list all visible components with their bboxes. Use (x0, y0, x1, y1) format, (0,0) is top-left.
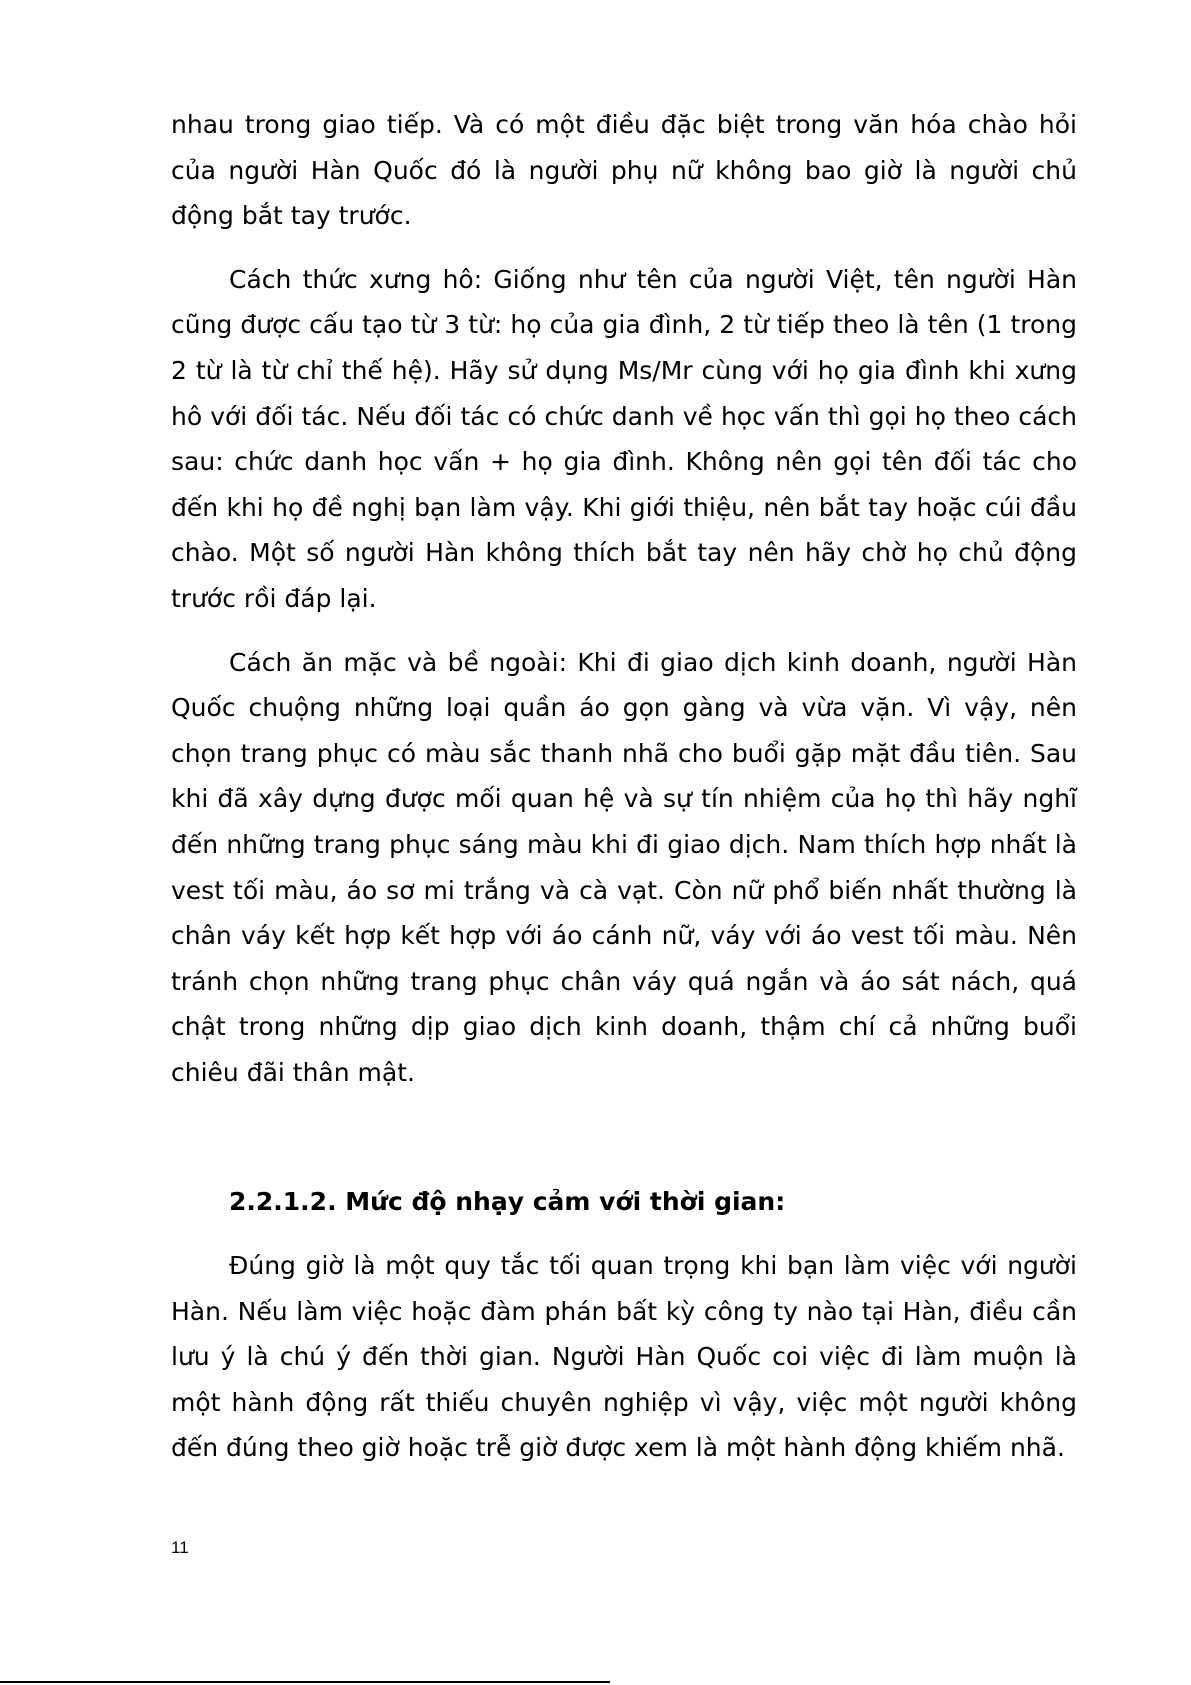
section-heading: 2.2.1.2. Mức độ nhạy cảm với thời gian: (229, 1187, 786, 1217)
page-number: 11 (171, 1538, 189, 1557)
paragraph-addressing: Cách thức xưng hô: Giống như tên của người Việt, tên người Hàn cũng được cấu tạo từ 3 từ: họ của gia đình, 2 từ tiếp theo là tên (1 trong 2 từ là từ chỉ thế hệ). Hãy sử dụng Ms/Mr cùng với họ gia đình khi xưng hô với đối tác. Nếu đối tác có chức danh về học vấn thì gọi họ theo cách sau: chức danh học vấn + họ gia đình. Không nên gọi tên đối tác cho đến khi họ đề nghị bạn làm vậy. Khi giới thiệu, nên bắt tay hoặc cúi đầu chào. Một số người Hàn không thích bắt tay nên hãy chờ họ chủ động trước rồi đáp lại. (171, 264, 1077, 613)
paragraph-time-sensitivity: Đúng giờ là một quy tắc tối quan trọng khi bạn làm việc với người Hàn. Nếu làm việc hoặc đàm phán bất kỳ công ty nào tại Hàn, điều cần lưu ý là chú ý đến thời gian. Người Hàn Quốc coi việc đi làm muộn là một hành động rất thiếu chuyên nghiệp vì vậy, việc một người không đến đúng theo giờ hoặc trễ giờ được xem là một hành động khiếm nhã. (171, 1251, 1077, 1463)
page-body (171, 102, 1077, 1471)
footer-divider (0, 1681, 610, 1683)
paragraph-dress: Cách ăn mặc và bề ngoài: Khi đi giao dịch kinh doanh, người Hàn Quốc chuộng những loại quần áo gọn gàng và vừa vặn. Vì vậy, nên chọn trang phục có màu sắc thanh nhã cho buổi gặp mặt đầu tiên. Sau khi đã xây dựng được mối quan hệ và sự tín nhiệm của họ thì hãy nghĩ đến những trang phục sáng màu khi đi giao dịch. Nam thích hợp nhất là vest tối màu, áo sơ mi trắng và cà vạt. Còn nữ phổ biến nhất thường là chân váy kết hợp kết hợp với áo cánh nữ, váy với áo vest tối màu. Nên tránh chọn những trang phục chân váy quá ngắn và áo sát nách, quá chật trong những dịp giao dịch kinh doanh, thậm chí cả những buổi chiêu đãi thân mật. (171, 647, 1077, 1087)
paragraph-greeting-continued: nhau trong giao tiếp. Và có một điều đặc biệt trong văn hóa chào hỏi của người Hàn Quốc đó là người phụ nữ không bao giờ là người chủ động bắt tay trước. (171, 110, 1077, 231)
